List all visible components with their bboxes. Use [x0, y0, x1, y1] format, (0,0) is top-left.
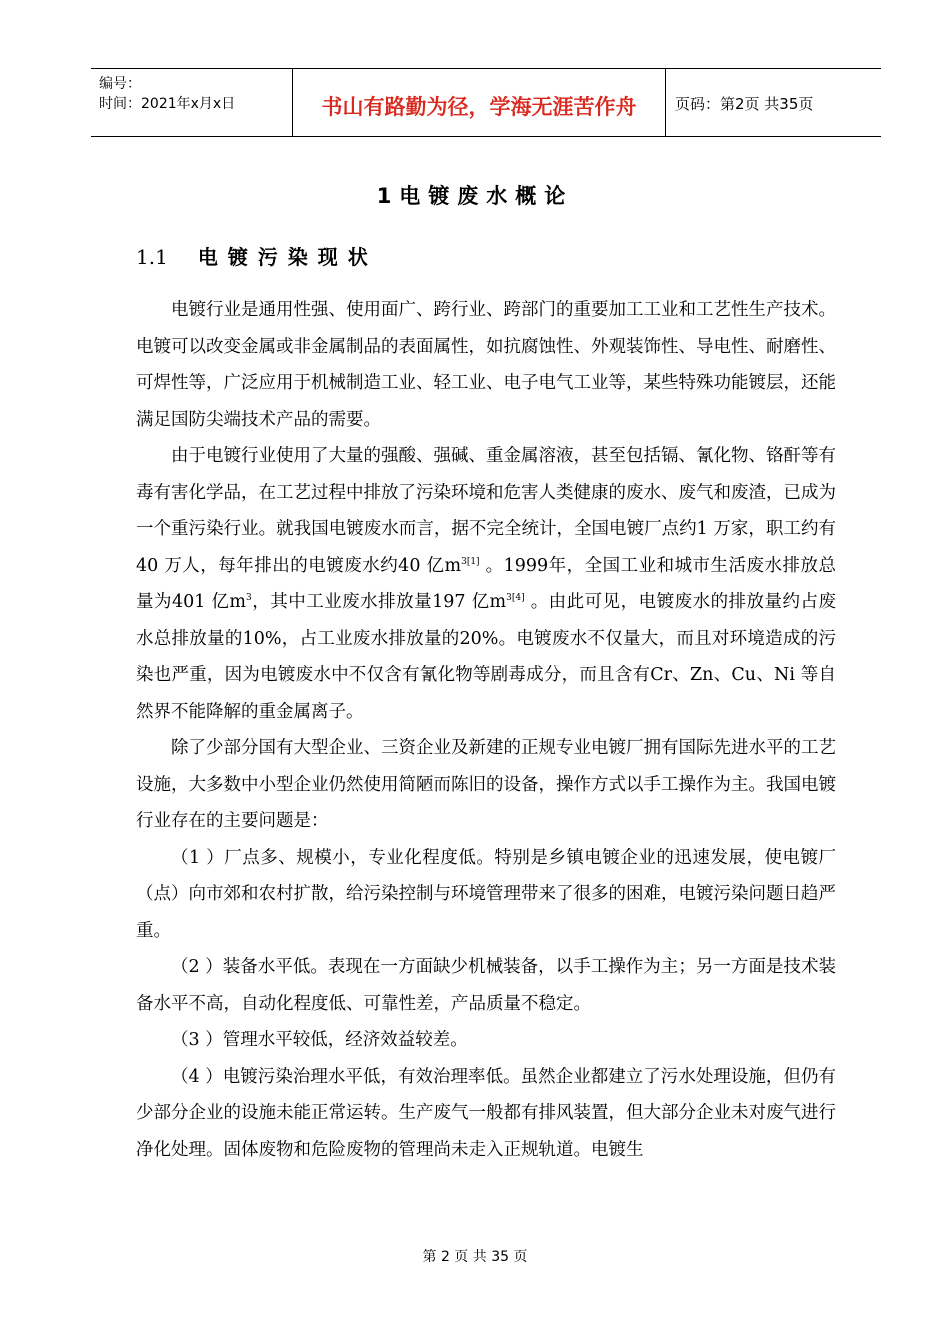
list-item: （1 ）厂点多、规模小，专业化程度低。特别是乡镇电镀企业的迅速发展，使电镀厂（点）向市郊和农村扩散，给污染控制与环境管理带来了很多的困难，电镀污染问题日趋严重。 — [136, 847, 836, 941]
list-item: （4 ）电镀污染治理水平低，有效治理率低。虽然企业都建立了污水处理设施，但仍有少部分企业的设施未能正常运转。生产废气一般都有排风装置，但大部分企业未对废气进行净化处理。固体废物和危险废物的管理尚未走入正规轨道。电镀生 — [136, 1066, 836, 1160]
motto: 书山有路勤为径，学海无涯苦作舟 — [321, 95, 637, 119]
list-item: （3 ）管理水平较低，经济效益较差。 — [171, 1030, 468, 1050]
paragraph — [136, 438, 836, 730]
page-header — [91, 68, 881, 137]
header-page-cell — [666, 69, 881, 136]
doc-time: 时间：2021年x月x日 — [99, 96, 236, 112]
paragraph: 除了少部分国有大型企业、三资企业及新建的正规专业电镀厂拥有国际先进水平的工艺设施，大多数中小型企业仍然使用简陋而陈旧的设备，操作方式以手工操作为主。我国电镀行业存在的主要问题是： — [136, 738, 836, 831]
citation: 3[4] — [506, 593, 525, 603]
list-item: （2 ）装备水平低。表现在一方面缺少机械装备，以手工操作为主；另一方面是技术装备水平不高，自动化程度低、可靠性差，产品质量不稳定。 — [136, 957, 836, 1014]
section-number: 1.1 — [136, 245, 168, 269]
citation: 3[1] — [461, 556, 480, 567]
page-footer: 第 2 页 共 35 页 — [422, 1249, 528, 1265]
header-meta — [91, 69, 293, 136]
superscript: 3 — [246, 593, 252, 603]
paragraph-text: 。1999年，全国工业和城市生活废水排放总量为401 亿m — [136, 555, 836, 612]
paragraph-text: ，其中工业废水排放量197 亿m — [251, 592, 507, 612]
section-heading — [136, 241, 378, 270]
body-text — [136, 292, 836, 1168]
paragraph: 电镀行业是通用性强、使用面广、跨行业、跨部门的重要加工工业和工艺性生产技术。电镀可以改变金属或非金属制品的表面属性，如抗腐蚀性、外观装饰性、导电性、耐磨性、可焊性等，广泛应用于机械制造工业、轻工业、电子电气工业等，某些特殊功能镀层，还能满足国防尖端技术产品的需要。 — [136, 300, 836, 430]
header-motto-cell — [293, 69, 666, 136]
section-title: 电镀污染现状 — [197, 245, 378, 269]
chapter-title: 1电镀废水概论 — [376, 184, 574, 208]
paragraph-text: 由于电镀行业使用了大量的强酸、强碱、重金属溶液，甚至包括镉、氰化物、铬酐等有毒有害化学品，在工艺过程中排放了污染环境和危害人类健康的废水、废气和废渣，已成为一个重污染行业。就我国电镀废水而言，据不完全统计，全国电镀厂点约1 万家，职工约有40 万人，每年排出的电镀废水约40 亿m — [136, 446, 836, 576]
page-info: 页码：第2页 共35页 — [675, 95, 814, 113]
doc-id: 编号： — [99, 76, 141, 92]
paragraph-text: 。由此可见，电镀废水的排放量约占废水总排放量的10%，占工业废水排放量的20%。电镀废水不仅量大，而且对环境造成的污染也严重，因为电镀废水中不仅含有氰化物等剧毒成分，而且含有Cr、Zn、Cu、Ni 等自然界不能降解的重金属离子。 — [136, 592, 836, 722]
